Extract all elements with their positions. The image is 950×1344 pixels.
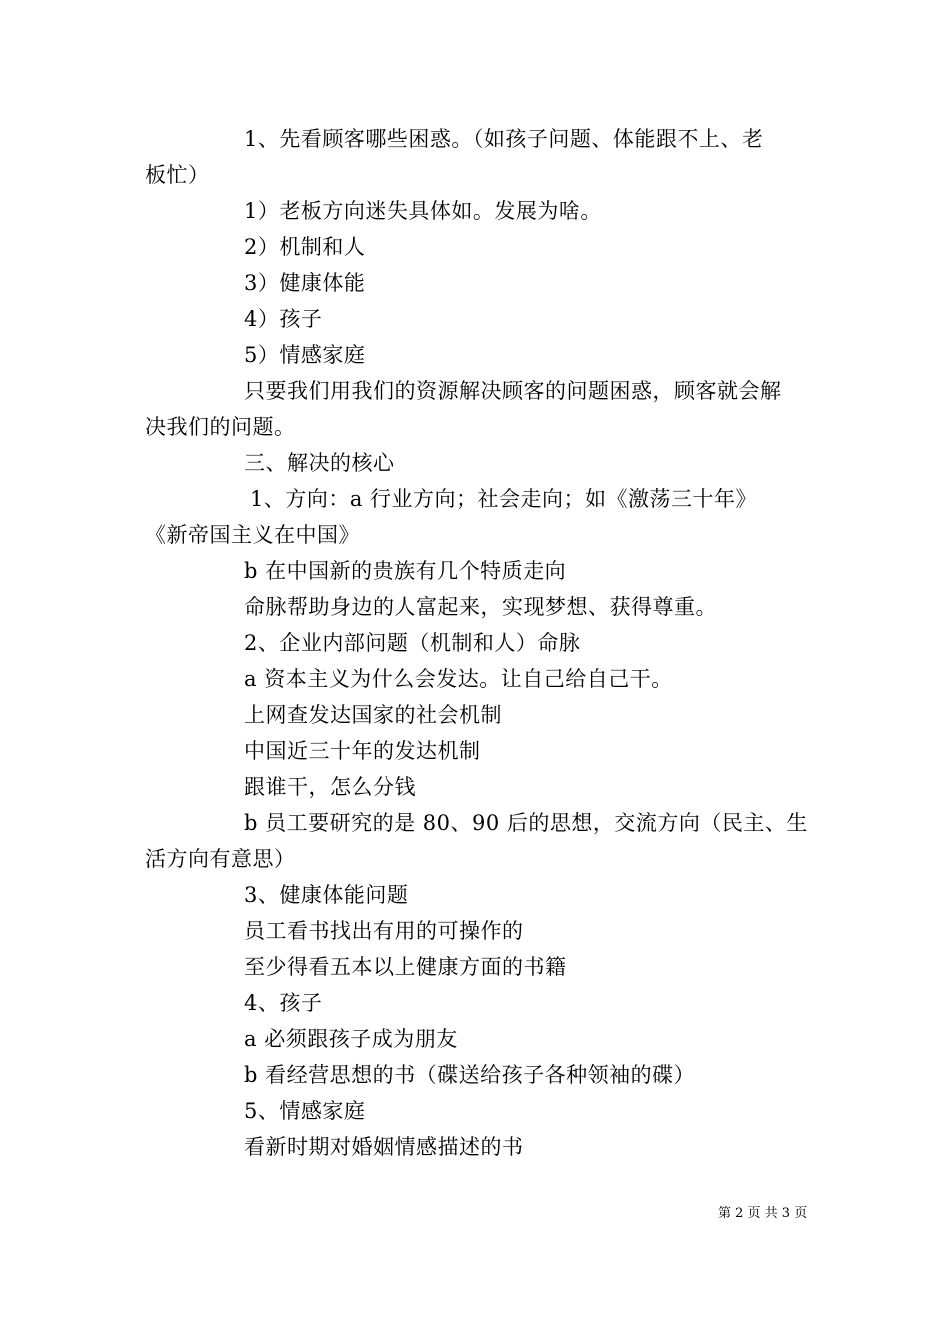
text-line: 员工看书找出有用的可操作的 <box>244 919 524 943</box>
text-line: 只要我们用我们的资源解决顾客的问题困惑，顾客就会解 <box>244 379 782 403</box>
text-line: 至少得看五本以上健康方面的书籍 <box>244 955 567 979</box>
text-line: b 员工要研究的是 80、90 后的思想，交流方向（民主、生 <box>244 811 808 835</box>
text-line: 看新时期对婚姻情感描述的书 <box>244 1135 524 1159</box>
section-heading: 三、解决的核心 <box>244 451 395 475</box>
text-line: 5）情感家庭 <box>244 343 366 367</box>
text-line: b 在中国新的贵族有几个特质走向 <box>244 559 567 583</box>
text-line: a 必须跟孩子成为朋友 <box>244 1027 458 1051</box>
text-line: 1）老板方向迷失具体如。发展为啥。 <box>244 199 602 223</box>
text-line: 跟谁干，怎么分钱 <box>244 775 416 799</box>
text-line: 板忙） <box>145 163 210 187</box>
text-line: a 资本主义为什么会发达。让自己给自己干。 <box>244 667 673 691</box>
text-line: 决我们的问题。 <box>145 415 296 439</box>
text-line: 5、情感家庭 <box>244 1099 366 1123</box>
text-line: 命脉帮助身边的人富起来，实现梦想、获得尊重。 <box>244 595 717 619</box>
text-line: 2、企业内部问题（机制和人）命脉 <box>244 631 581 655</box>
text-line: 4、孩子 <box>244 991 323 1015</box>
text-line: 中国近三十年的发达机制 <box>244 739 481 763</box>
text-line: 3）健康体能 <box>244 271 366 295</box>
text-line: 1、方向：a 行业方向；社会走向；如《激荡三十年》 <box>250 487 758 511</box>
text-line: 《新帝国主义在中国》 <box>145 523 360 547</box>
text-line: 2）机制和人 <box>244 235 366 259</box>
text-line: 4）孩子 <box>244 307 323 331</box>
page-number: 第 2 页 共 3 页 <box>718 1206 808 1221</box>
text-line: 3、健康体能问题 <box>244 883 409 907</box>
text-line: 1、先看顾客哪些困惑。（如孩子问题、体能跟不上、老 <box>244 127 764 151</box>
text-line: b 看经营思想的书（碟送给孩子各种领袖的碟） <box>244 1063 696 1087</box>
text-line: 活方向有意思） <box>145 847 296 871</box>
text-line: 上网查发达国家的社会机制 <box>244 703 502 727</box>
